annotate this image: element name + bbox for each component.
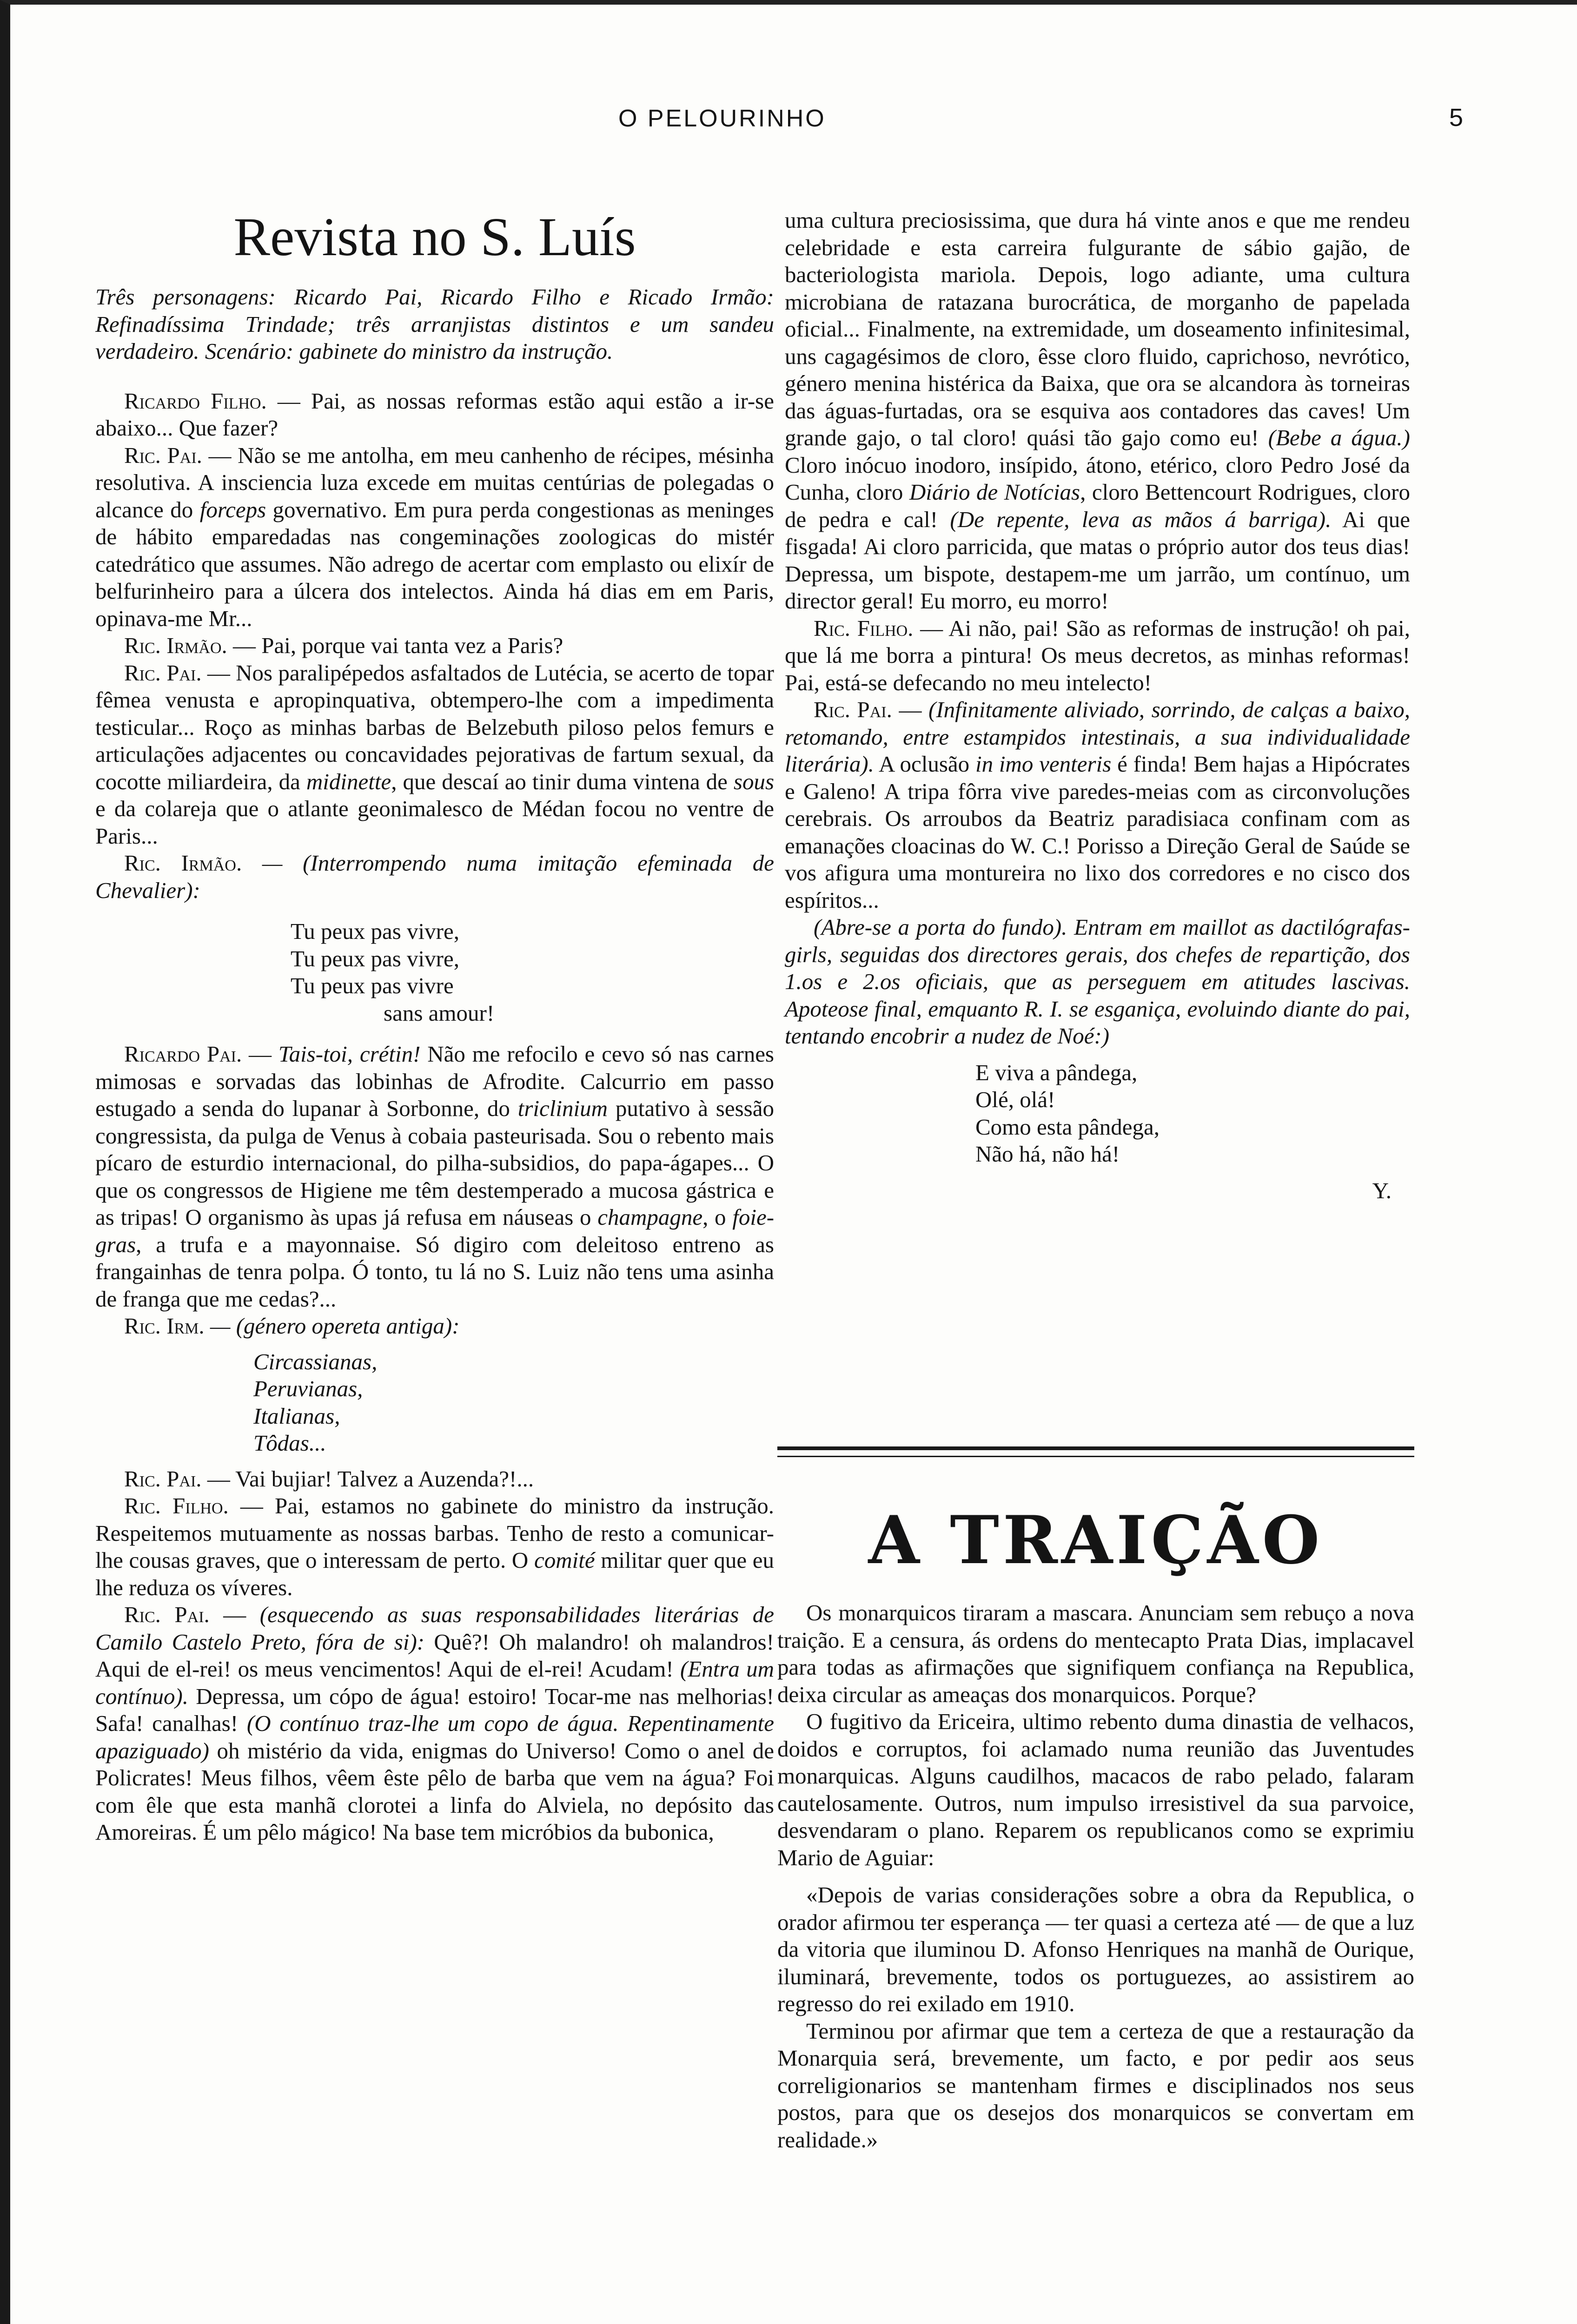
dialogue-text: Quê?! Oh malandro! oh malandros! Aqui de el-rei! os meus vencimentos! Aqui de el-rei! Acudam! [95, 1629, 774, 1682]
verse-line: Italianas, [253, 1403, 340, 1429]
dialogue-text: — Pai, porque vai tanta vez a Paris? [227, 633, 563, 658]
article-body [777, 1599, 1414, 2153]
verse-line: Não há, não há! [975, 1141, 1120, 1167]
cast-description: Três personagens: Ricardo Pai, Ricardo Filho e Ricado Irmão: Refinadíssima Trindade; três arranjistas distintos e um sandeu verdadeiro. Scenário: gabinete do ministro da instrução. [95, 284, 774, 364]
stage-direction: (Abre-se a porta do fundo). Entram em maillot as dactilógrafas-girls, seguidas dos directores gerais, dos chefes de repartição, dos 1.os e 2.os oficiais, que as perseguem em atitudes lascivas. Apoteose final, emquanto R. I. se esganiça, evoluindo diante do pai, tentando encobrir a nudez de Noé:) [785, 914, 1410, 1049]
dialogue-text: é finda! Bem hajas a Hipócrates e Galeno! A tripa fôrra vive paredes-meias com as circonvoluções cerebrais. Os arroubos da Beatriz paradisiaca confinam com as emanações cloacinas do W. C.! Porisso a Direção Geral de Saúde se vos afigura uma montureira no lixo dos corredores e no cisco dos espíritos... [785, 751, 1410, 913]
speaker-name: Ricardo Filho. [124, 388, 267, 414]
dialogue-text: Cloro inócuo inodoro, insípido, átono, etérico, cloro Pedro José da Cunha, cloro [785, 452, 1410, 505]
italic-term: in imo venteris [975, 751, 1112, 777]
dialogue-paragraph [95, 632, 774, 660]
italic-term: sous [733, 768, 775, 794]
verse-line: Como esta pândega, [975, 1114, 1160, 1140]
song-verse [975, 1059, 1410, 1168]
dialogue-paragraph: Ric. Pai. — (esquecendo as suas responsabilidades literárias de Camilo Castelo Preto, fóra de si): Quê?! Oh malandro! oh malandros! Aqui de el-rei! os meus vencimentos! Aqui de el-rei! Acudam! (Entra um contínuo). Depressa, um cópo de água! estoiro! Tocar-me nas melhorias! Safa! canalhas! (O contínuo traz-lhe um copo de água. Repentinamente apaziguado) oh mistério da vida, enigmas do Universo! Como o anel de Policrates! Meus filhos, vêem êste pêlo de barba que vem na água? Foi com êle que esta manhã clorotei a linfa do Alviela, no depósito das Amoreiras. É um pêlo mágico! Na base tem micróbios da bubonica, [95, 1602, 775, 1845]
dialogue-text: militar quer que eu lhe reduza os víveres. [95, 1547, 774, 1600]
right-column [785, 207, 1410, 1204]
italic-term: Tais-toi, crétin! [278, 1041, 421, 1067]
article-traicao [777, 1446, 1414, 2153]
dialogue-text: e da colareja que o atlante geonimalesco de Médan focou no ventre de Paris... [95, 796, 774, 849]
stage-direction: — (género opereta antiga): [204, 1313, 460, 1339]
dialogue-text: , que descaí ao tinir duma vintena de [391, 768, 734, 794]
dialogue-paragraph: Ric. Pai. — (Infinitamente aliviado, sorrindo, de calças a baixo, retomando, entre estampidos intestinais, a sua individualidade literária). A oclusão in imo venteris é finda! Bem hajas a Hipócrates e Galeno! A tripa fôrra vive paredes-meias com as circonvoluções cerebrais. Os arroubos da Beatriz paradisiaca confinam com as emanações cloacinas do W. C.! Porisso a Direção Geral de Saúde se vos afigura uma montureira no lixo dos corredores e no cisco dos espíritos... [785, 697, 1411, 913]
dialogue-paragraph: Ricardo Pai. — Tais-toi, crétin! Não me refocilo e cevo só nas carnes mimosas e sorvadas das lobinhas de Afrodite. Calcurrio em passo estugado a senda do lupanar à Sorbonne, do triclinium putativo à sessão congressista, da pulga de Venus à cobaia pasteurisada. Sou o rebento mais pícaro de esturdio internacional, do pilha-subsidios, do papa-ágapes... O que os congressos de Higiene me têm destemperado a mucosa gástrica e as tripas! O organismo às upas já refusa em náuseas o champagne, o foie-gras, a trufa e a mayonnaise. Só digiro com deleitoso entreno as frangainhas de tenra polpa. Ó tonto, tu lá no S. Luiz não tens uma asinha de franga que me cedas?... [95, 1041, 775, 1312]
quoted-paragraph: «Depois de varias considerações sobre a obra da Republica, o orador afirmou ter esperança — ter quasi a certeza até — de que a luz da vitoria que iluminou D. Afonso Henriques na manhã de Ourique, iluminará, brevemente, todos os portuguezes, ao assistirem ao regresso do rei exilado em 1910. [777, 1882, 1414, 2016]
article-title: Revista no S. Luís [233, 206, 636, 267]
italic-term: forceps [199, 496, 266, 522]
dialogue-paragraph [785, 615, 1410, 697]
dialogue-paragraph [95, 1313, 774, 1340]
dialogue-paragraph [95, 1492, 774, 1601]
speaker-name: Ric. Filho. [124, 1493, 229, 1519]
stage-direction: — (Interrompendo numa imitação efeminada de Chevalier): [95, 850, 774, 903]
song-verse [253, 1348, 774, 1457]
article-paragraph: O fugitivo da Ericeira, ultimo rebento duma dinastia de velhacos, doidos e corruptos, foi aclamado numa reunião das Juventudes monarquicas. Alguns caudilhos, macacos de rabo pelado, falaram cautelosamente. Outros, num impulso irresistivel da sua parvoice, desvendaram o plano. Reparem os republicanos como se exprimiu Mario de Aguiar: [777, 1709, 1414, 1870]
article-paragraph: Os monarquicos tiraram a mascara. Anunciam sem rebuço a nova traição. E a censura, ás ordens do mentecapto Prata Dias, implacavel para todas as afirmações que signifiquem confiança na Republica, deixa circular as ameaças dos monarquicos. Porque? [777, 1600, 1414, 1707]
dialogue-text: uma cultura preciosissima, que dura há vinte anos e que me rendeu celebridade e esta carreira fulgurante de sábio gajão, de bacteriologista mariola. Depois, logo adiante, uma cultura microbiana de ratazana burocrática, de morganho de papelada oficial... Finalmente, na extremidade, um doseamento infinitesimal, uns cagagésimos de cloro, êsse cloro fluido, caprichoso, nevrótico, género menina histérica da Baixa, que ora se alcandora às torneiras das águas-furtadas, ora se esquiva aos contadores das caves! Um grande gajo, o tal cloro! quási tão gajo como eu! [785, 207, 1410, 450]
verse-line: Tu peux pas vivre, [291, 945, 459, 971]
dialogue-text: , cloro Bettencourt Rodrigues, cloro de pedra e cal! [785, 479, 1410, 532]
speaker-name: Ricardo Pai. [124, 1041, 242, 1067]
page-number: 5 [1449, 104, 1463, 132]
stage-direction: (esquecendo as suas responsabilidades literárias de Camilo Castelo Preto, fóra de si): [95, 1602, 775, 1655]
dialogue-paragraph [95, 388, 774, 442]
italic-term: foie-gras [95, 1204, 775, 1257]
headline: A TRAIÇÃO [868, 1502, 1324, 1579]
italic-term: comité [534, 1547, 595, 1573]
speaker-name: Ric. Pai. [124, 660, 202, 686]
speaker-name: Ric. Irmão. [124, 633, 227, 658]
speaker-name: Ric. Irm. [124, 1313, 205, 1339]
stage-direction: (Entra um contínuo). [95, 1656, 774, 1709]
divider-rule [777, 1446, 1414, 1450]
dialogue-text: — Ai não, pai! São as reformas de instrução! oh pai, que lá me borra a pintura! Os meus decretos, as minhas reformas! Pai, está-se defecando no meu intelecto! [785, 615, 1410, 695]
dialogue-text: Ai que fisgada! Ai cloro parricida, que matas o próprio autor dos teus dias! Depressa, um bispote, destapem-me um jarrão, um contínuo, um director geral! Eu morro, eu morro! [785, 506, 1410, 614]
stage-direction: (Bebe a água.) [1268, 425, 1410, 450]
stage-direction: (Infinitamente aliviado, sorrindo, de calças a baixo, retomando, entre estampidos intestinais, a sua individualidade literária). [785, 697, 1411, 777]
dialogue-text: Depressa, um cópo de água! estoiro! Tocar-me nas melhorias! Safa! canalhas! [95, 1683, 774, 1736]
running-title: O PELOURINHO [618, 105, 826, 132]
divider-rule [777, 1456, 1414, 1457]
song-verse [291, 918, 774, 1027]
verse-line: Circassianas, [253, 1348, 378, 1374]
speaker-name: Ric. Filho. [814, 615, 914, 641]
dialogue-text: A oclusão [874, 751, 975, 777]
dialogue-text: putativo à sessão congressista, da pulga de Venus à cobaia pasteurisada. Sou o rebento mais pícaro de esturdio internacional, do pilha-subsidios, do papa-ágapes... O que os congressos de Higiene me têm destemperado a mucosa gástrica e as tripas! O organismo às upas já refusa em náuseas o [95, 1096, 774, 1230]
dialogue-text: governativo. Em pura perda congestionas as meninges de hábito emparedadas nas congeminações zoologicas do mistér catedrático que assumes. Não adrego de acertar com emplasto ou elixír de belfurinheiro para a úlcera dos intelectos. Ainda há dias em em Paris, opinava-me Mr... [95, 496, 774, 631]
dialogue-text: Não me refocilo e cevo só nas carnes mimosas e sorvadas das lobinhas de Afrodite. Calcurrio em passo estugado a senda do lupanar à Sorbonne, do [95, 1041, 775, 1121]
verse-line: Tu peux pas vivre, [291, 918, 459, 944]
quoted-paragraph: Terminou por afirmar que tem a certeza de que a restauração da Monarquia será, brevemente, um facto, e por pedir aos seus correligionarios se mantenham firmes e disciplinados nos seus postos, para que os desejos dos monarquicos se convertam em realidade.» [777, 2018, 1414, 2152]
dialogue-text: , a trufa e a mayonnaise. Só digiro com deleitoso entreno as frangainhas de tenra polpa. Ó tonto, tu lá no S. Luiz não tens uma asinha de franga que me cedas?... [95, 1231, 774, 1312]
italic-term: Diário de Notícias [909, 479, 1080, 505]
dialogue-paragraph [95, 660, 774, 850]
dialogue-paragraph [785, 207, 1410, 615]
dialogue-text: — Pai, estamos no gabinete do ministro da instrução. Respeitemos mutuamente as nossas barbas. Tenho de resto a comunicar-lhe cousas graves, que o interessam de perto. O [95, 1493, 774, 1573]
author-signature: Y. [1372, 1177, 1391, 1203]
dialogue-text: — Vai bujiar! Talvez a Auzenda?!... [201, 1466, 534, 1492]
verse-line: Olé, olá! [975, 1087, 1055, 1112]
dialogue-paragraph [95, 850, 774, 904]
verse-line: Tôdas... [253, 1430, 326, 1456]
stage-direction: (De repente, leva as mãos á barriga). [950, 506, 1332, 532]
speaker-name: Ric. Pai. [124, 442, 202, 468]
speaker-name: Ric. Pai. [814, 697, 892, 722]
speaker-name: Ric. Pai. [124, 1602, 210, 1627]
dialogue-text: — Nos paralipépedos asfaltados de Lutécia, se acerto de topar fêmea venusta e apropinquativa, obtempero-lhe com a impedimenta testicular... Roço as minhas barbas de Belzebuth piloso pelos femurs e articulações adjacentes ou concavidades pejorativas de fartum sexual, da cocotte miliardeira, da [95, 660, 774, 794]
verse-line: Tu peux pas vivre [291, 973, 454, 998]
italic-term: champagne [597, 1204, 703, 1230]
dialogue-paragraph [95, 442, 774, 633]
dialogue-text: — Pai, as nossas reformas estão aqui estão a ir-se abaixo... Que fazer? [95, 388, 774, 441]
italic-term: midinette [306, 768, 391, 794]
verse-line: Peruvianas, [253, 1376, 363, 1401]
dialogue-text: oh mistério da vida, enigmas do Universo! Como o anel de Policrates! Meus filhos, vêem êste pêlo de barba que vem na água? Foi com êle que esta manhã clorotei a linfa do Alviela, no depósito das Amoreiras. É um pêlo mágico! Na base tem micróbios da bubonica, [95, 1737, 774, 1845]
verse-line: E viva a pândega, [975, 1059, 1138, 1085]
speaker-name: Ric. Irmão. [124, 850, 242, 876]
verse-line: sans amour! [384, 1000, 495, 1026]
dialogue-text: — Não se me antolha, em meu canhenho de récipes, mésinha resolutiva. A insciencia luza excede em muitas centúrias de polegadas o alcance do [95, 442, 775, 522]
dialogue-paragraph [95, 1466, 774, 1493]
italic-term: triclinium [517, 1096, 608, 1121]
speaker-name: Ric. Pai. [124, 1466, 202, 1492]
left-column [95, 205, 774, 1846]
stage-direction-paragraph [785, 914, 1410, 1050]
stage-direction: (O contínuo traz-lhe um copo de água. Repentinamente apaziguado) [95, 1710, 774, 1763]
